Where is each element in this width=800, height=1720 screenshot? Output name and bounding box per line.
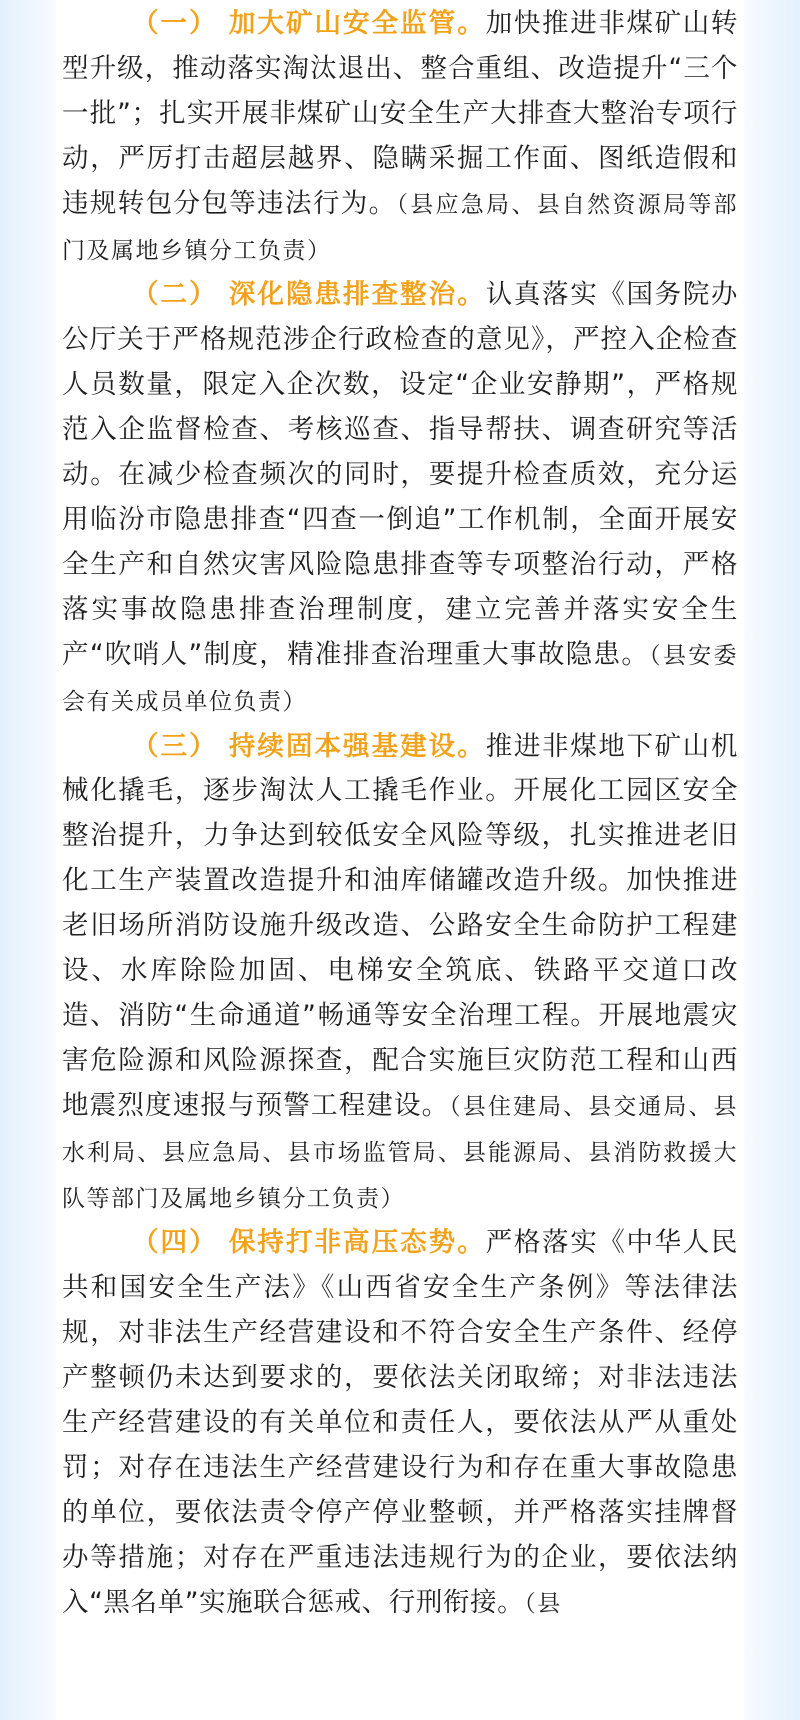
paragraph-body: 严格落实《中华人民共和国安全生产法》《山西省安全生产条例》等法律法规，对非法生产经营建设和不符合安全生产条件、经停产整顿仍未达到要求的，要依法关闭取缔；对非法违法生产经营建设的有关单位和责任人，要依法从严从重处罚；对存在违法生产经营建设行为和存在重大事故隐患的单位，要依法责令停产停业整顿，并严格落实挂牌督办等措施；对存在严重违法违规行为的企业，要依法纳入“黑名单”实施联合惩戒、行刑衔接。 (62, 1227, 738, 1618)
paragraph-heading: （二） 深化隐患排查整治。 (132, 279, 486, 311)
paragraph-heading: （四） 保持打非高压态势。 (132, 1227, 486, 1259)
paragraph-heading: （三） 持续固本强基建设。 (132, 730, 486, 762)
paragraph-responsible: （县安委会有关成员单位负责） (62, 642, 738, 715)
paragraph-body: 认真落实《国务院办公厅关于严格规范涉企行政检查的意见》，严控入企检查人员数量，限定入企次数，设定“企业安静期”，严格规范入企监督检查、考核巡查、指导帮扶、调查研究等活动。在减少检查频次的同时，要提升检查质效，充分运用临汾市隐患排查“四查一倒追”工作机制，全面开展安全生产和自然灾害风险隐患排查等专项整治行动，严格落实事故隐患排查治理制度，建立完善并落实安全生产“吹哨人”制度，精准排查治理重大事故隐患。 (62, 279, 738, 670)
paragraph-responsible: （县住建局、县交通局、县水利局、县应急局、县市场监管局、县能源局、县消防救援大队等部门及属地乡镇分工负责） (62, 1093, 738, 1212)
paragraph-responsible: （县 (524, 1590, 562, 1617)
paragraph-mine-safety (62, 2, 738, 273)
paragraph-responsible: （县应急局、县自然资源局等部门及属地乡镇分工负责） (62, 191, 739, 264)
right-edge-background (744, 0, 800, 1720)
document-body (62, 0, 738, 1627)
paragraph-illegal-crackdown (62, 1221, 738, 1626)
left-edge-background (0, 0, 56, 1720)
paragraph-foundation-building (62, 725, 738, 1222)
paragraph-hazard-inspection (62, 273, 738, 724)
paragraph-body: 加快推进非煤矿山转型升级，推动落实淘汰退出、整合重组、改造提升“三个一批”；扎实开展非煤矿山安全生产大排查大整治专项行动，严厉打击超层越界、隐瞒采掘工作面、图纸造假和违规转包分包等违法行为。 (62, 8, 738, 219)
paragraph-body: 推进非煤地下矿山机械化撬毛，逐步淘汰人工撬毛作业。开展化工园区安全整治提升，力争达到较低安全风险等级，扎实推进老旧化工生产装置改造提升和油库储罐改造升级。加快推进老旧场所消防设施升级改造、公路安全生命防护工程建设、水库除险加固、电梯安全筑底、铁路平交道口改造、消防“生命通道”畅通等安全治理工程。开展地震灾害危险源和风险源探查，配合实施巨灾防范工程和山西地震烈度速报与预警工程建设。 (62, 730, 738, 1121)
paragraph-heading: （一） 加大矿山安全监管。 (132, 8, 486, 39)
